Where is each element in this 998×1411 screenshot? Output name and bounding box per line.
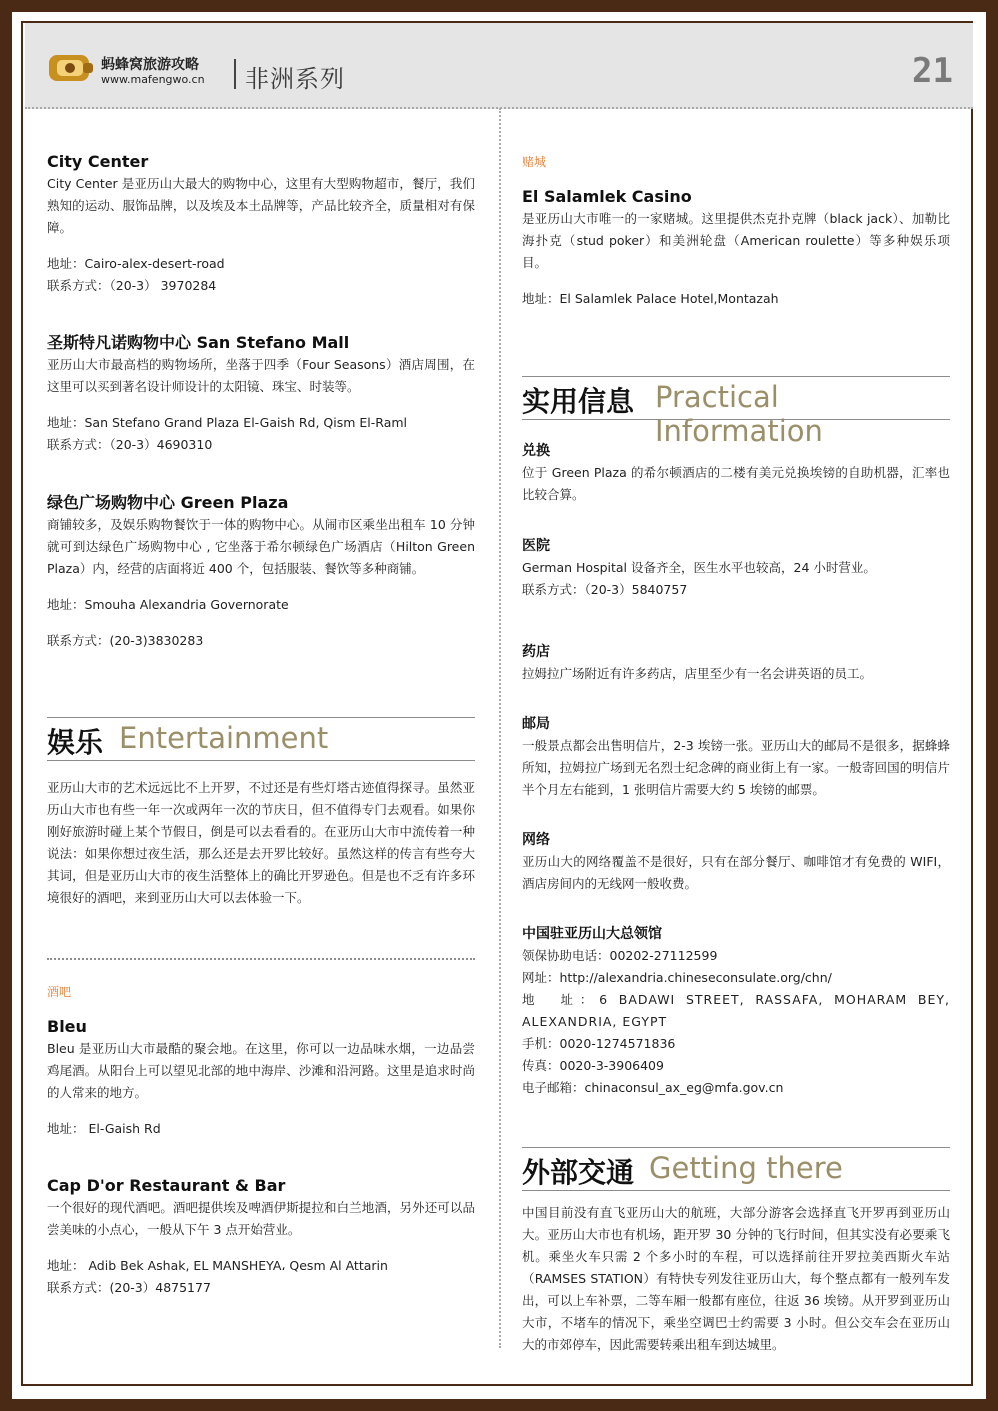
entry-address: 地址：Smouha Alexandria Governorate <box>47 597 289 612</box>
entry-contact: 联系方式：（20-3） 3970284 <box>47 278 217 293</box>
entry-contact: 联系方式：(20-3）4875177 <box>47 1280 211 1295</box>
logo-brand-name: 蚂蜂窝旅游攻略 <box>101 57 199 73</box>
entry-contact: 联系方式：（20-3）5840757 <box>522 582 688 597</box>
series-title: 非洲系列 <box>245 65 345 93</box>
entry-contact: 联系方式：（20-3）4690310 <box>47 437 213 452</box>
entertainment-intro <box>47 777 475 909</box>
entry-address: 地址：El Salamlek Palace Hotel,Montazah <box>522 291 779 306</box>
internet-entry <box>522 829 950 895</box>
section-description: 中国目前没有直飞亚历山大的航班，大部分游客会选择直飞开罗再到亚历山大。亚历山大市也有机场，距开罗 30 分钟的飞行时间，但其实没有必要乘飞机。乘坐火车只需 2 个多小时的车程，可以选择前往开罗拉美西斯火车站（RAMSES STATION）有特快专列发往亚历山大，每个整点都有一般列车发出，可以上车补票，二等车厢一般都有座位，往返 36 埃镑。从开罗到亚历山大市，不堵车的情况下，乘坐空调巴士约需要 3 小时。但公交车会在亚历山大的市郊停车，因此需要转乘出租车到达城里。 <box>522 1205 950 1352</box>
category-label: 赌城 <box>522 155 547 169</box>
section-title-en: Getting there <box>649 1151 843 1185</box>
section-title-en: Entertainment <box>119 721 329 755</box>
bar-category <box>47 984 475 1000</box>
casino-entry <box>522 186 950 310</box>
section-description: 亚历山大市的艺术远远比不上开罗，不过还是有些灯塔古迹值得探寻。虽然亚历山大市也有些一年一次或两年一次的节庆日，但不值得专门去观看。如果你刚好旅游时碰上某个节假日，倒是可以去看看的。在亚历山大市中流传着一种说法：如果你想过夜生活，那么还是去开罗比较好。虽然这样的传言有些夸大其词，但是亚历山大市的夜生活整体上的确比开罗逊色。但是也不乏有许多环境很好的酒吧，来到亚历山大可以去体验一下。 <box>47 780 475 905</box>
section-title-cn: 外部交通 <box>522 1156 635 1189</box>
entry-description: Bleu 是亚历山大市最酷的聚会地。在这里，你可以一边品味水烟，一边品尝鸡尾酒。从阳台上可以望见北部的地中海岸、沙滩和沿河路。这里是追求时尚的人常来的地方。 <box>47 1041 475 1100</box>
section-title-cn: 娱乐 <box>47 726 104 759</box>
entry-title: 邮局 <box>522 716 550 732</box>
consulate-phone: 领保协助电话：00202-27112599 <box>522 948 718 963</box>
entry-title: 绿色广场购物中心 Green Plaza <box>47 493 289 512</box>
entry-title: 兑换 <box>522 443 550 459</box>
bleu-entry <box>47 1016 475 1140</box>
entry-address: 地址：Cairo-alex-desert-road <box>47 256 225 271</box>
section-title-cn: 实用信息 <box>522 385 635 418</box>
logo-url: www.mafengwo.cn <box>101 73 205 86</box>
header-divider <box>234 59 236 89</box>
entry-description: 亚历山大的网络覆盖不是很好，只有在部分餐厅、咖啡馆才有免费的 WIFI，酒店房间内的无线网一般收费。 <box>522 854 950 891</box>
san-stefano-entry <box>47 332 475 456</box>
post-office-entry <box>522 713 950 801</box>
consulate-mobile: 手机：0020-1274571836 <box>522 1036 676 1051</box>
green-plaza-entry <box>47 492 475 652</box>
mafengwo-logo-icon <box>47 51 95 85</box>
practical-section-header <box>522 376 950 448</box>
entry-title: 网络 <box>522 832 550 848</box>
entry-address: 地址： El-Gaish Rd <box>47 1121 161 1136</box>
entry-description: 是亚历山大市唯一的一家赌城。这里提供杰克扑克牌（black jack）、加勒比海扑克（stud poker）和美洲轮盘（American roulette）等多种娱乐项目。 <box>522 211 950 270</box>
entry-description: 拉姆拉广场附近有许多药店，店里至少有一名会讲英语的员工。 <box>522 666 873 681</box>
entry-description: City Center 是亚历山大最大的购物中心，这里有大型购物超市，餐厅，我们熟知的运动、服饰品牌，以及埃及本土品牌等，产品比较齐全，质量相对有保障。 <box>47 176 475 235</box>
entry-description: 亚历山大市最高档的购物场所，坐落于四季（Four Seasons）酒店周围，在这里可以买到著名设计师设计的太阳镜、珠宝、时装等。 <box>47 357 475 394</box>
entry-title: 中国驻亚历山大总领馆 <box>522 926 662 942</box>
entry-title: El Salamlek Casino <box>522 187 692 206</box>
column-divider <box>499 108 501 1348</box>
entry-title: City Center <box>47 152 149 171</box>
entry-address: 地址： Adib Bek Ashak, EL MANSHEYA، Qesm Al Attarin <box>47 1258 388 1273</box>
getting-there-section-header <box>522 1147 950 1191</box>
city-center-entry <box>47 151 475 297</box>
entry-description: 商铺较多，及娱乐购物餐饮于一体的购物中心。从闹市区乘坐出租车 10 分钟就可到达绿色广场购物中心 , 它坐落于希尔顿绿色广场酒店（Hilton Green Plaza）内，经营的店面将近 400 个，包括服装、餐饮等多种商铺。 <box>47 517 475 576</box>
section-title-en: Practical Information <box>655 380 823 448</box>
entry-description: 一般景点都会出售明信片，2-3 埃镑一张。亚历山大的邮局不是很多，据蜂蜂所知，拉姆拉广场到无名烈士纪念碑的商业街上有一家。一般寄回国的明信片半个月左右能到，1 张明信片需要大约 5 埃镑的邮票。 <box>522 738 950 797</box>
consulate-email[interactable]: 电子邮箱：chinaconsul_ax_eg@mfa.gov.cn <box>522 1080 784 1095</box>
entry-title: Cap D'or Restaurant & Bar <box>47 1176 286 1195</box>
entry-contact: 联系方式：(20-3)3830283 <box>47 633 204 648</box>
getting-there-text <box>522 1202 950 1356</box>
entry-title: 药店 <box>522 644 550 660</box>
exchange-entry <box>522 440 950 506</box>
consulate-website[interactable]: 网址：http://alexandria.chineseconsulate.org/chn/ <box>522 970 832 985</box>
page-header <box>25 23 973 109</box>
entry-description: 位于 Green Plaza 的希尔顿酒店的二楼有美元兑换埃镑的自助机器，汇率也比较合算。 <box>522 465 950 502</box>
consulate-fax: 传真：0020-3-3906409 <box>522 1058 664 1073</box>
entry-description: German Hospital 设备齐全，医生水平也较高，24 小时营业。 <box>522 560 876 575</box>
section-divider <box>47 958 475 960</box>
page-number: 21 <box>912 51 953 91</box>
consulate-entry <box>522 923 950 1099</box>
hospital-entry <box>522 535 950 601</box>
casino-category <box>522 154 950 170</box>
entry-description: 一个很好的现代酒吧。酒吧提供埃及啤酒伊斯提拉和白兰地酒，另外还可以品尝美味的小点心，一般从下午 3 点开始营业。 <box>47 1200 475 1237</box>
pharmacy-entry <box>522 641 950 685</box>
category-label: 酒吧 <box>47 985 72 999</box>
entry-title: Bleu <box>47 1017 87 1036</box>
page-frame <box>12 12 986 1399</box>
entertainment-section-header <box>47 717 475 761</box>
entry-address: 地址：San Stefano Grand Plaza El-Gaish Rd, Qism El-Raml <box>47 415 408 430</box>
entry-title: 医院 <box>522 538 550 554</box>
cap-dor-entry <box>47 1175 475 1299</box>
consulate-address: 地 址：6 BADAWI STREET, RASSAFA, MOHARAM BEY, ALEXANDRIA, EGYPT <box>522 992 950 1029</box>
entry-title: 圣斯特凡诺购物中心 San Stefano Mall <box>47 333 350 352</box>
